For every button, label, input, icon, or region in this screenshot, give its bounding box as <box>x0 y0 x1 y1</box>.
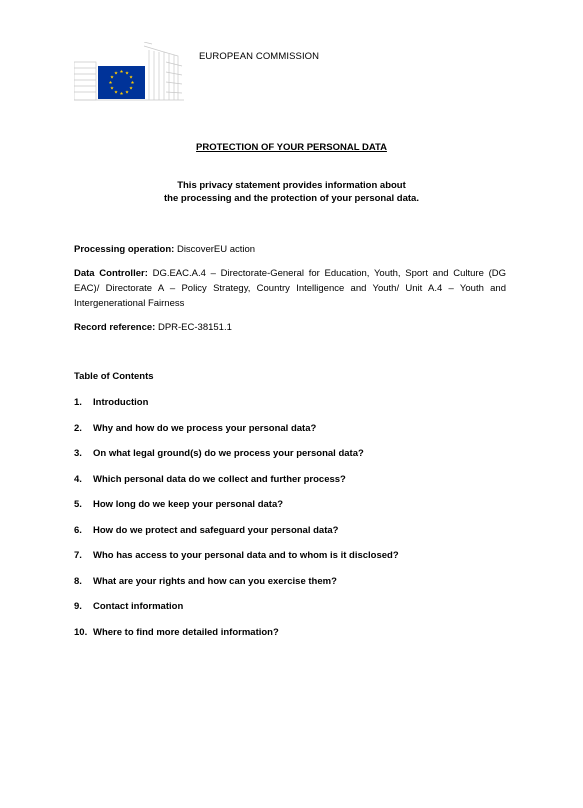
toc-item-number: 2. <box>74 422 82 434</box>
toc-item[interactable] <box>74 550 399 561</box>
processing-operation-label: Processing operation: <box>74 244 175 255</box>
data-controller-text-1: DG.EAC.A.4 – Directorate-General for Education, Youth, Sport and Culture (DG <box>152 268 506 279</box>
toc-item[interactable] <box>74 448 364 459</box>
data-controller-line-3: Intergenerational Fairness <box>74 298 185 309</box>
toc-item[interactable] <box>74 423 316 434</box>
toc-item-text: How long do we keep your personal data? <box>93 499 284 510</box>
european-commission-logo <box>74 42 184 102</box>
processing-operation <box>74 242 506 257</box>
toc-item-number: 10. <box>74 626 88 638</box>
toc-item-text: Who has access to your personal data and to whom is it disclosed? <box>93 550 399 561</box>
toc-item[interactable] <box>74 397 148 408</box>
processing-operation-value: DiscoverEU action <box>176 244 256 255</box>
data-controller-line-2: EAC)/ Directorate A – Policy Strategy, Country Intelligence and Youth/ Unit A.4 – Youth and <box>74 283 506 294</box>
toc-item-number: 5. <box>74 499 82 510</box>
intro-line-1: This privacy statement provides information about <box>177 180 406 191</box>
intro-statement <box>0 179 583 205</box>
toc-item[interactable] <box>74 499 283 510</box>
toc-item-text: Introduction <box>93 397 149 408</box>
toc-item-number: 1. <box>74 397 82 408</box>
data-controller-label: Data Controller: <box>74 268 148 279</box>
record-reference-label: Record reference: <box>74 322 156 333</box>
toc-item[interactable] <box>74 525 338 536</box>
toc-item-number: 4. <box>74 473 82 485</box>
toc-item-number: 6. <box>74 524 82 536</box>
toc-item-text: Which personal data do we collect and further process? <box>93 473 346 485</box>
toc-heading: Table of Contents <box>74 371 154 382</box>
toc-item-text: Contact information <box>93 601 184 612</box>
record-reference-value: DPR-EC-38151.1 <box>157 322 232 333</box>
document-title: PROTECTION OF YOUR PERSONAL DATA <box>196 142 387 153</box>
organization-name: EUROPEAN COMMISSION <box>199 51 320 62</box>
toc-item-text: On what legal ground(s) do we process your personal data? <box>93 448 364 459</box>
data-controller <box>74 266 506 311</box>
intro-line-2: the processing and the protection of your personal data. <box>164 193 419 204</box>
toc-item-number: 8. <box>74 575 82 587</box>
toc-item-text: How do we protect and safeguard your personal data? <box>93 524 339 536</box>
toc-item[interactable] <box>74 627 279 638</box>
toc-item-number: 9. <box>74 601 82 612</box>
toc-item-number: 3. <box>74 448 82 459</box>
data-controller-line-1 <box>74 266 506 281</box>
toc-item[interactable] <box>74 601 183 612</box>
toc-item-text: Why and how do we process your personal data? <box>93 422 317 434</box>
toc-item-text: Where to find more detailed information? <box>93 626 279 638</box>
toc-item-text: What are your rights and how can you exercise them? <box>93 575 337 587</box>
record-reference <box>74 320 506 335</box>
toc-item[interactable] <box>74 576 337 587</box>
toc-item-number: 7. <box>74 550 82 561</box>
toc-item[interactable] <box>74 474 346 485</box>
